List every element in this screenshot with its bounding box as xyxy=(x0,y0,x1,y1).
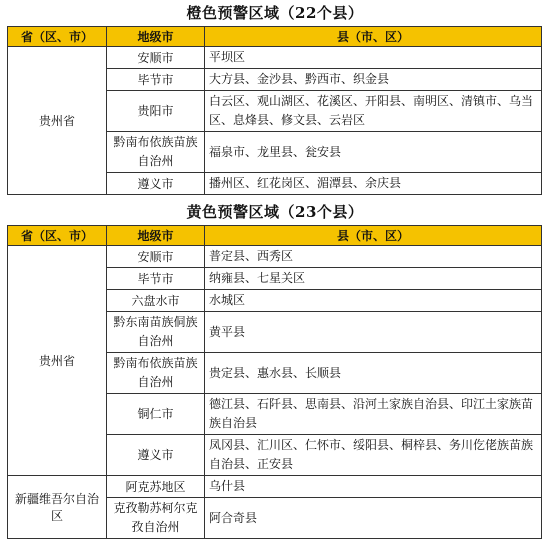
orange-warning-section xyxy=(0,0,550,195)
counties-cell: 水城区 xyxy=(205,290,542,312)
counties-cell: 凤冈县、汇川区、仁怀市、绥阳县、桐梓县、务川仡佬族苗族自治县、正安县 xyxy=(205,435,542,476)
counties-cell: 白云区、观山湖区、花溪区、开阳县、南明区、清镇市、乌当区、息烽县、修文县、云岩区 xyxy=(205,91,542,132)
header-county: 县（市、区） xyxy=(205,27,542,47)
table-row xyxy=(8,246,542,268)
table-row xyxy=(8,47,542,69)
table-header-row xyxy=(8,27,542,47)
city-cell: 毕节市 xyxy=(107,69,205,91)
header-province: 省（区、市） xyxy=(8,27,107,47)
header-city: 地级市 xyxy=(107,27,205,47)
province-cell: 新疆维吾尔自治区 xyxy=(8,476,107,539)
counties-cell: 福泉市、龙里县、瓮安县 xyxy=(205,132,542,173)
counties-cell: 播州区、红花岗区、湄潭县、余庆县 xyxy=(205,173,542,195)
city-cell: 遵义市 xyxy=(107,435,205,476)
province-cell: 贵州省 xyxy=(8,246,107,476)
header-county: 县（市、区） xyxy=(205,226,542,246)
header-city: 地级市 xyxy=(107,226,205,246)
counties-cell: 大方县、金沙县、黔西市、织金县 xyxy=(205,69,542,91)
counties-cell: 德江县、石阡县、思南县、沿河土家族自治县、印江土家族苗族自治县 xyxy=(205,394,542,435)
counties-cell: 贵定县、惠水县、长顺县 xyxy=(205,353,542,394)
city-cell: 毕节市 xyxy=(107,268,205,290)
yellow-warning-section xyxy=(0,199,550,539)
counties-cell: 平坝区 xyxy=(205,47,542,69)
yellow-warning-table xyxy=(7,225,542,539)
province-cell: 贵州省 xyxy=(8,47,107,195)
city-cell: 六盘水市 xyxy=(107,290,205,312)
city-cell: 阿克苏地区 xyxy=(107,476,205,498)
orange-warning-table xyxy=(7,26,542,195)
counties-cell: 黄平县 xyxy=(205,312,542,353)
header-province: 省（区、市） xyxy=(8,226,107,246)
counties-cell: 纳雍县、七星关区 xyxy=(205,268,542,290)
city-cell: 铜仁市 xyxy=(107,394,205,435)
city-cell: 安顺市 xyxy=(107,47,205,69)
yellow-section-title: 黄色预警区域（23个县） xyxy=(186,203,364,221)
city-cell: 黔东南苗族侗族自治州 xyxy=(107,312,205,353)
city-cell: 黔南布依族苗族自治州 xyxy=(107,353,205,394)
orange-section-title: 橙色预警区域（22个县） xyxy=(186,4,364,22)
city-cell: 黔南布依族苗族自治州 xyxy=(107,132,205,173)
counties-cell: 乌什县 xyxy=(205,476,542,498)
city-cell: 克孜勒苏柯尔克孜自治州 xyxy=(107,498,205,539)
counties-cell: 普定县、西秀区 xyxy=(205,246,542,268)
table-row xyxy=(8,476,542,498)
city-cell: 遵义市 xyxy=(107,173,205,195)
counties-cell: 阿合奇县 xyxy=(205,498,542,539)
city-cell: 贵阳市 xyxy=(107,91,205,132)
table-header-row xyxy=(8,226,542,246)
city-cell: 安顺市 xyxy=(107,246,205,268)
